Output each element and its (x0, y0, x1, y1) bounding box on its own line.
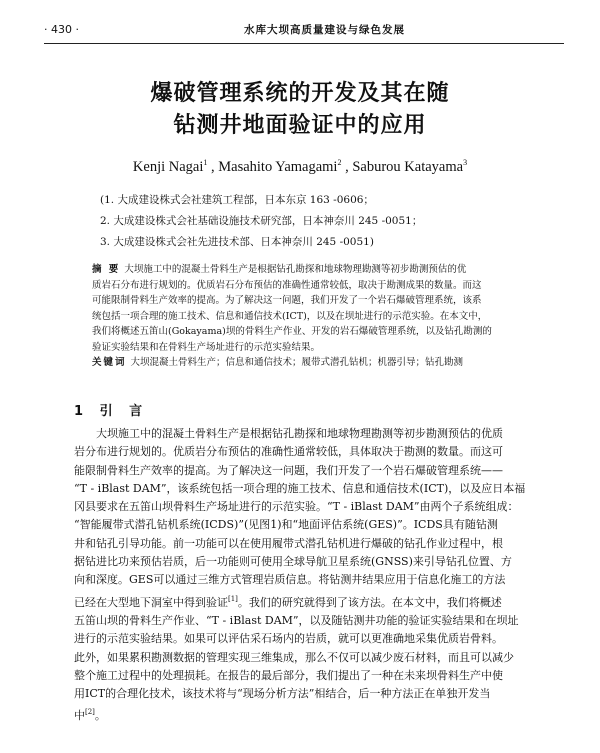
body-line: 向和深度。GES可以通过三维方式管理岩质信息。将钻测井结果应用于信息化施工的方法 (74, 573, 506, 587)
section-heading (74, 400, 148, 419)
author-1-affil: 1 (203, 158, 208, 167)
title-line-2: 钻测井地面验证中的应用 (173, 113, 427, 138)
affiliations (100, 190, 540, 253)
title-line-1: 爆破管理系统的开发及其在随 (150, 81, 450, 106)
keywords-label: 关键词 (92, 357, 127, 368)
abstract-line: 摘 要 大坝施工中的混凝土骨料生产是根据钻孔勘探和地球物理勘测等初步勘测预估的优 (92, 264, 467, 275)
body-line: “智能履带式潜孔钻机系统(ICDS)”(见图1)和“地面评估系统(GES)”。ICDS具有随钻测 (74, 518, 498, 532)
page-number: · 430 · (44, 23, 79, 36)
body-line: 据钻进比功来预估岩质，后一功能则可使用全球导航卫星系统(GNSS)来引导钻孔位置、方 (74, 555, 512, 569)
author-list (40, 158, 560, 176)
affiliation-2: 2. 大成建设株式会社基础设施技术研究部，日本神奈川 245 -0051； (100, 215, 423, 227)
running-header (44, 22, 564, 38)
author-2-affil: 2 (337, 158, 342, 167)
abstract-label: 摘 要 (92, 264, 121, 275)
body-line: 已经在大型地下洞室中得到验证[1]。我们的研究就得到了该方法。在本文中，我们将概述 (74, 594, 502, 609)
header-rule (44, 43, 564, 44)
author-separator: , (341, 159, 353, 175)
body-line: 整个施工过程中的处理损耗。在报告的最后部分，我们提出了一种在未来坝骨料生产中使 (74, 668, 503, 682)
section-title: 引 言 (99, 404, 149, 419)
keywords-line (92, 355, 524, 371)
paper-title (40, 78, 560, 142)
abstract-line: 可能限制骨料生产效率的提高。为了解决这一问题，我们开发了一个岩石爆破管理系统，该系 (92, 295, 482, 306)
affiliation-1: (1. 大成建设株式会社建筑工程部，日本东京 163 -0606； (100, 194, 374, 206)
abstract (92, 262, 524, 371)
citation-ref: [2] (85, 708, 95, 717)
journal-title: 水库大坝高质量建设与绿色发展 (244, 24, 405, 36)
body-line: 五笛山坝的骨料生产作业、“T - iBlast DAM”，以及随钻测井功能的验证实验结果和在坝址 (74, 613, 519, 627)
author-3-affil: 3 (463, 158, 468, 167)
body-line: 进行的示范实验结果。如果可以评估采石场内的岩质，就可以更准确地采集优质岩骨料。 (74, 632, 503, 646)
body-line: 中[2]。 (74, 708, 106, 723)
abstract-line: 质岩石分布进行规划的。优质岩石分布预估的准确性通常较低，取决于勘测成果的数量。而这 (92, 279, 482, 291)
section-number: 1 (74, 404, 90, 419)
body-line: 冈县要求在五笛山坝骨料生产场址进行的示范实验。“T - iBlast DAM”由两个子系统组成： (74, 500, 519, 514)
body-line: 大坝施工中的混凝土骨料生产是根据钻孔勘探和地球物理勘测等初步勘测预估的优质 (96, 427, 503, 440)
body-line: 此外，如果累积勘测数据的管理实现三维集成，那么不仅可以减少废石材料，而且可以减少 (74, 650, 514, 664)
affiliation-3: 3. 大成建设株式会社先进技术部、日本神奈川 245 -0051) (100, 236, 374, 248)
author-2: Masahito Yamagami (218, 159, 338, 175)
abstract-line: 验证实验结果和在骨料生产场址进行的示范实验结果。 (92, 341, 321, 353)
keywords: 大坝混凝土骨料生产；信息和通信技术；履带式潜孔钻机；机器引导；钻孔勘测 (130, 357, 464, 368)
author-3: Saburou Katayama (352, 159, 464, 175)
author-separator: , (207, 159, 219, 175)
citation-ref: [1] (228, 594, 238, 603)
body-text (74, 425, 544, 726)
abstract-line: 我们将概述五笛山(Gokayama)坝的骨料生产作业、开发的岩石爆破管理系统，以及钻孔勘测的 (92, 326, 492, 337)
body-line: 岩分布进行规划的。优质岩分布预估的准确性通常较低，具体取决于勘测的数量。而这可 (74, 445, 503, 459)
abstract-line: 统包括一项合理的施工技术、信息和通信技术(ICT)，以及在坝址进行的示范实验。在本文中， (92, 310, 488, 322)
body-line: 能限制骨料生产效率的提高。为了解决这一问题，我们开发了一个岩石爆破管理系统—— (74, 463, 503, 477)
body-line: “T - iBlast DAM”，该系统包括一项合理的施工技术、信息和通信技术(ICT)，以及应日本福 (74, 481, 526, 495)
body-line: 井和钻孔引导功能。前一功能可以在使用履带式潜孔钻机进行爆破的钻孔作业过程中，根 (74, 536, 503, 550)
author-1: Kenji Nagai (132, 159, 204, 175)
body-line: 用ICT的合理化技术，该技术将与“现场分析方法”相结合，后一种方法正在单独开发当 (74, 687, 491, 701)
